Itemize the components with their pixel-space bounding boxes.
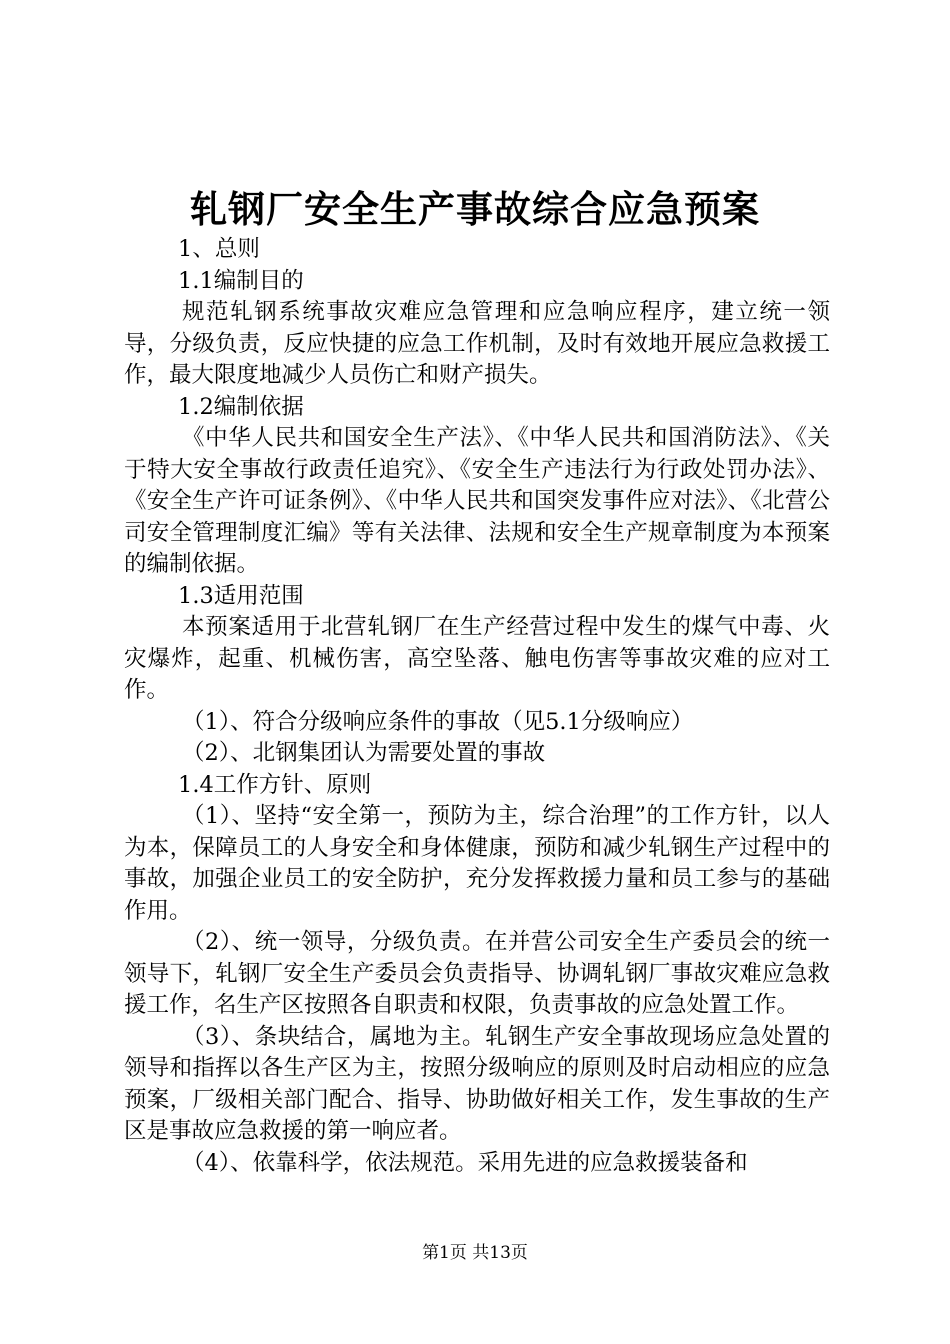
section-heading-principles: 1.4工作方针、原则	[178, 771, 372, 798]
section-heading-purpose: 1.1编制目的	[178, 267, 304, 294]
paragraph-basis: 《中华人民共和国安全生产法》、《中华人民共和国消防法》、《关于特大安全事故行政责任追究》、《安全生产违法行为行政处罚办法》、《安全生产许可证条例》、《中华人民共和国突发事件应对法》、《北营公司安全管理制度汇编》等有关法律、法规和安全生产规章制度为本预案的编制依据。	[124, 425, 830, 577]
page-number-footer: 第1页 共13页	[422, 1243, 528, 1263]
section-heading-basis: 1.2编制依据	[178, 393, 304, 420]
section-heading-general: 1、总则	[178, 236, 260, 262]
paragraph-scope: 本预案适用于北营轧钢厂在生产经营过程中发生的煤气中毒、火灾爆炸，起重、机械伤害，高空坠落、触电伤害等事故灾难的应对工作。	[124, 614, 830, 703]
list-item-scope-1: （1）、符合分级响应条件的事故（见5.1分级响应）	[182, 708, 694, 735]
document-body	[124, 234, 830, 1179]
section-heading-scope: 1.3适用范围	[178, 582, 304, 609]
list-item-scope-2: （2）、北钢集团认为需要处置的事故	[182, 740, 546, 766]
document-title: 轧钢厂安全生产事故综合应急预案	[190, 187, 760, 231]
list-item-principle-1: （1）、坚持“安全第一，预防为主，综合治理”的工作方针，以人为本，保障员工的人身安全和身体健康，预防和减少轧钢生产过程中的事故，加强企业员工的安全防护，充分发挥救援力量和员工参与的基础作用。	[124, 803, 830, 924]
paragraph-purpose: 规范轧钢系统事故灾难应急管理和应急响应程序，建立统一领导，分级负责，反应快捷的应急工作机制，及时有效地开展应急救援工作，最大限度地减少人员伤亡和财产损失。	[124, 299, 830, 388]
list-item-principle-3: （3）、条块结合，属地为主。轧钢生产安全事故现场应急处置的领导和指挥以各生产区为主，按照分级响应的原则及时启动相应的应急预案，厂级相关部门配合、指导、协助做好相关工作，发生事故的生产区是事故应急救援的第一响应者。	[124, 1023, 830, 1144]
list-item-principle-4: （4）、依靠科学，依法规范。采用先进的应急救援装备和	[182, 1149, 748, 1176]
list-item-principle-2: （2）、统一领导，分级负责。在并营公司安全生产委员会的统一领导下，轧钢厂安全生产委员会负责指导、协调轧钢厂事故灾难应急救援工作，名生产区按照各自职责和权限，负责事故的应急处置工作。	[124, 929, 830, 1018]
